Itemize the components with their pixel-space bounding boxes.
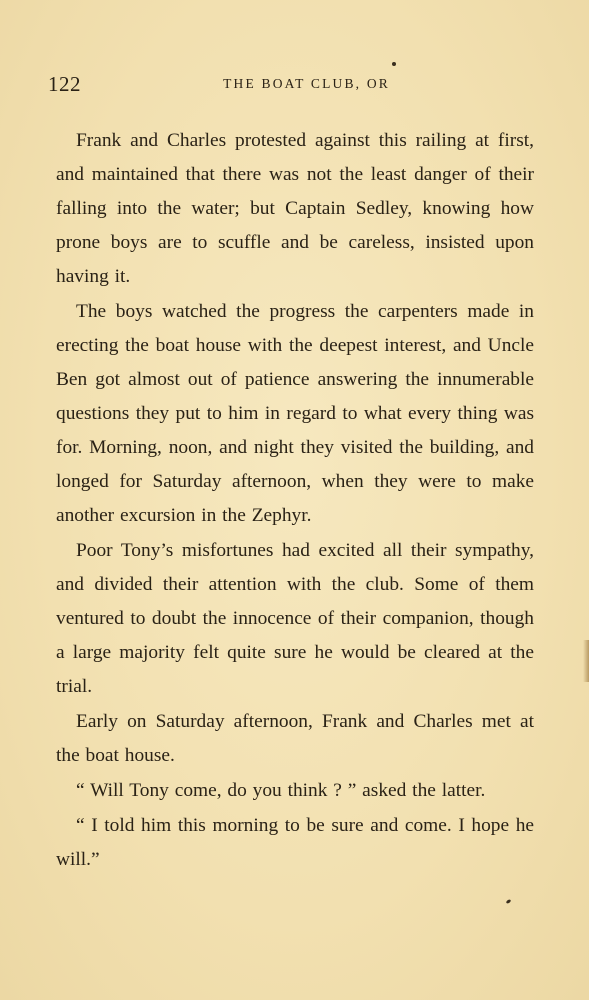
paragraph: Early on Saturday afternoon, Frank and Charles met at the boat house. (56, 711, 534, 766)
paragraph: The boys watched the progress the carpenters made in erecting the boat house with the deepest interest, and Uncle Ben got almost out of patience answering the innumerable questions they put to him in regard to what every thing was for. Morning, noon, and night they visited the building, and longed for Saturday afternoon, when they were to make another excursion in the Zephyr. (56, 301, 534, 526)
running-head: THE BOAT CLUB, OR (223, 76, 390, 91)
paragraph: “ I told him this morning to be sure and come. I hope he will.” (56, 815, 534, 870)
paragraph: Poor Tony’s misfortunes had excited all their sympathy, and divided their attention with the club. Some of them ventured to doubt the innocence of their companion, though a large majority felt quite sure he would be cleared at the trial. (56, 540, 534, 697)
paragraph: “ Will Tony come, do you think ? ” asked the latter. (76, 780, 486, 801)
ink-speck-bottom (506, 899, 512, 904)
body-text (56, 124, 534, 877)
margin-stain (583, 640, 589, 682)
paragraph: Frank and Charles protested against this railing at first, and maintained that there was not the least danger of their falling into the water; but Captain Sedley, knowing how prone boys are to scuffle and be careless, insisted upon having it. (56, 130, 534, 287)
ink-speck-top (392, 62, 396, 66)
page-header (48, 72, 390, 96)
page-number: 122 (48, 72, 81, 96)
